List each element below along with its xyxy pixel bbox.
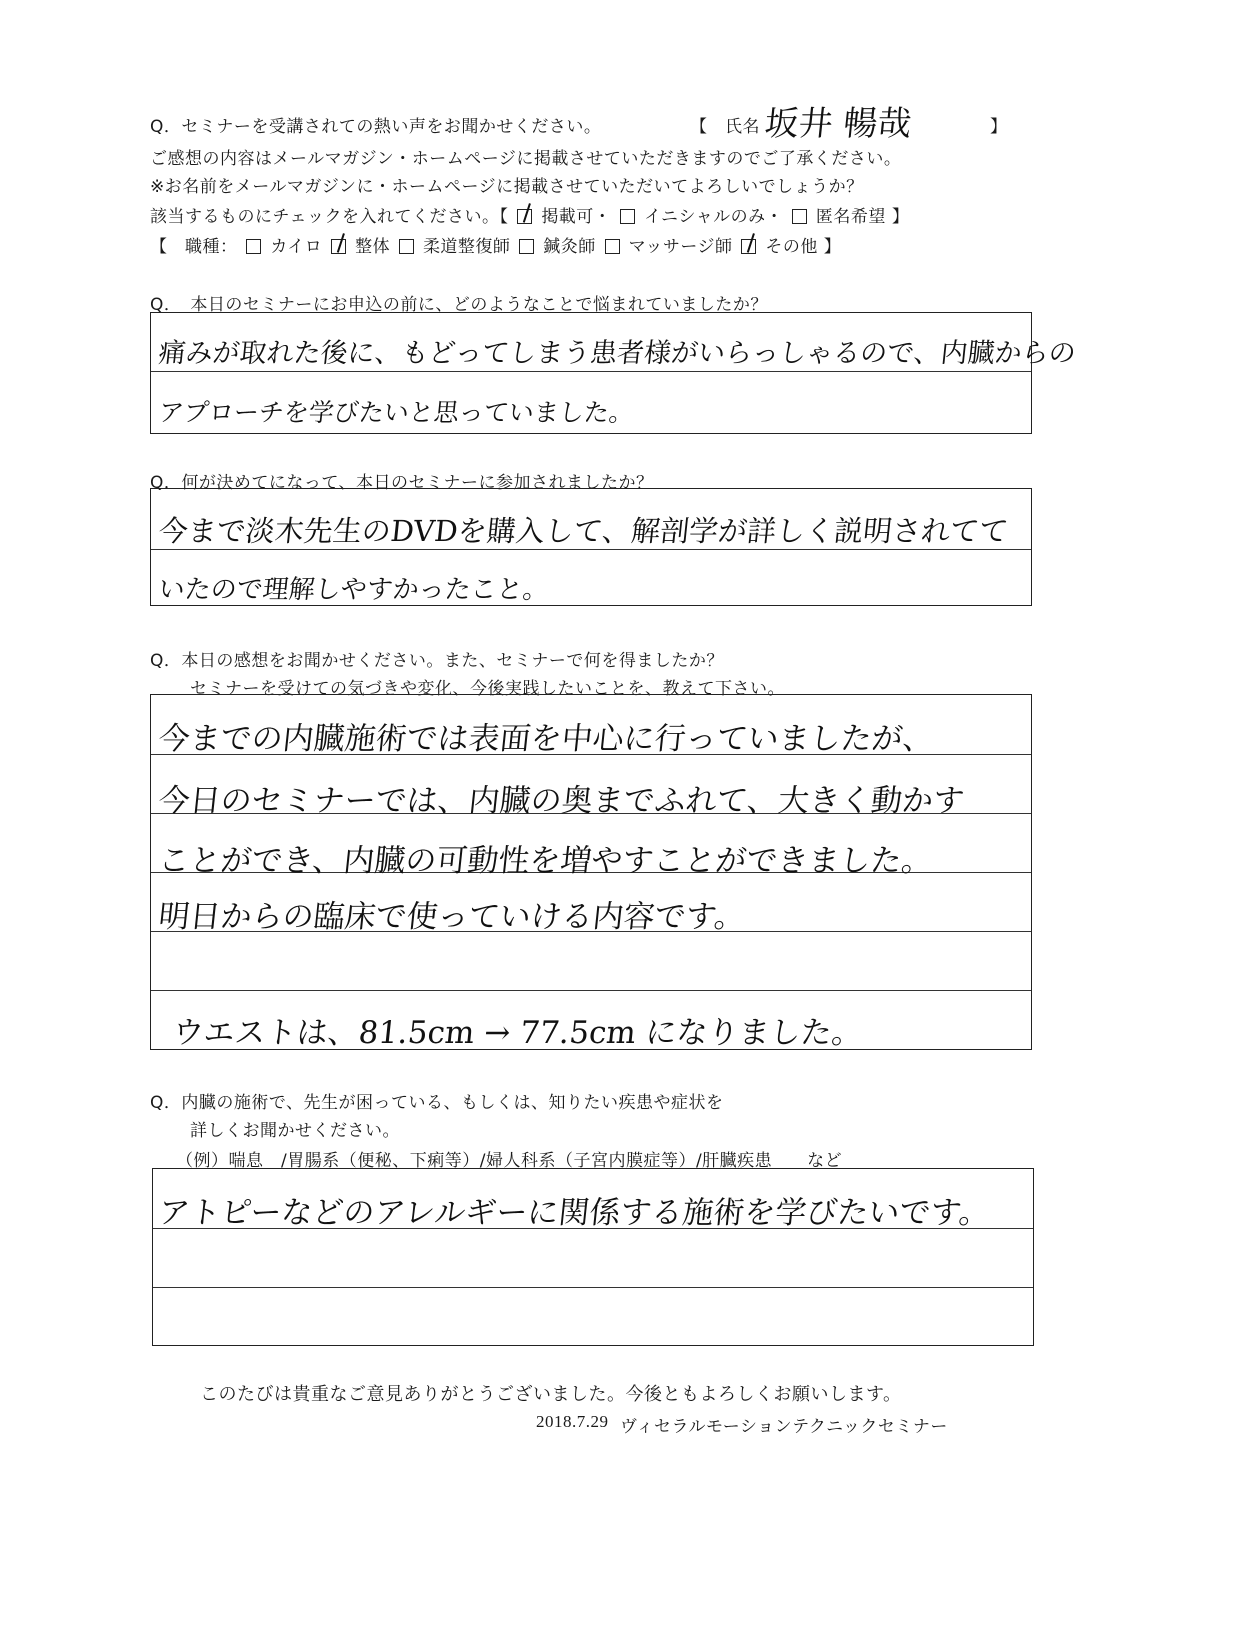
consent-option-anonymous: 匿名希望 bbox=[815, 207, 886, 227]
q4-question-line-2: 詳しくお聞かせください。 bbox=[190, 1121, 400, 1141]
q4-rule-2 bbox=[153, 1287, 1033, 1288]
q4-answer-line-1: アトピーなどのアレルギーに関係する施術を学びたいです。 bbox=[156, 1195, 992, 1231]
q2-question: Q．何が決めてになって、本日のセミナーに参加されましたか？ bbox=[150, 473, 654, 493]
job-checkbox-other[interactable] bbox=[741, 239, 756, 254]
job-option-other: その他 bbox=[765, 237, 818, 257]
q3-answer-line-3: ことができ、内臓の可動性を増やすことができました。 bbox=[156, 843, 935, 879]
notice-line-1: ご感想の内容はメールマガジン・ホームページに掲載させていただきますのでご了承ください。 bbox=[150, 149, 902, 169]
consent-option-publish: 掲載可・ bbox=[541, 207, 612, 227]
job-prefix: 【 職種： bbox=[150, 237, 238, 257]
thanks-message: このたびは貴重なご意見ありがとうございました。今後ともよろしくお願いします。 bbox=[200, 1384, 902, 1405]
q1-rule bbox=[151, 371, 1031, 372]
q1-answer-box[interactable] bbox=[150, 312, 1078, 434]
job-checkbox-massage[interactable] bbox=[605, 239, 620, 254]
q1-answer-line-2: アプローチを学びたいと思っていました。 bbox=[157, 398, 636, 427]
job-checkbox-chiro[interactable] bbox=[246, 239, 261, 254]
job-option-massage: マッサージ師 bbox=[628, 237, 733, 257]
q1-question: Q． 本日のセミナーにお申込の前に、どのようなことで悩まれていましたか？ bbox=[150, 295, 768, 315]
q2-answer-box[interactable] bbox=[150, 488, 1032, 606]
q1-answer-line-1: 痛みが取れた後に、もどってしまう患者様がいらっしゃるので、内臓からの bbox=[157, 338, 1078, 369]
job-checkbox-judo[interactable] bbox=[399, 239, 414, 254]
consent-prefix: 該当するものにチェックを入れてください。【 bbox=[150, 207, 509, 227]
q3-question-line-1: Q．本日の感想をお聞かせください。また、セミナーで何を得ましたか？ bbox=[150, 651, 724, 671]
voice-question: Q．セミナーを受講されての熱い声をお聞かせください。 bbox=[150, 117, 602, 137]
job-option-chiro: カイロ bbox=[270, 237, 323, 257]
consent-suffix: 】 bbox=[891, 207, 910, 227]
job-checkbox-seitai[interactable] bbox=[331, 239, 346, 254]
consent-row bbox=[150, 202, 909, 227]
q4-answer-box[interactable] bbox=[152, 1168, 1034, 1346]
q3-answer-line-6: ウエストは、81.5cm → 77.5cm になりました。 bbox=[170, 1015, 865, 1051]
job-row bbox=[150, 232, 841, 257]
footer-date: 2018.7.29 bbox=[536, 1412, 609, 1431]
q3-answer-line-4: 明日からの臨床で使っていける内容です。 bbox=[156, 899, 748, 935]
name-handwritten: 坂井 暢哉 bbox=[762, 104, 914, 144]
q3-answer-line-1: 今までの内臓施術では表面を中心に行っていましたが、 bbox=[156, 721, 936, 757]
footer-seminar-name: ヴィセラルモーションテクニックセミナー bbox=[620, 1417, 948, 1437]
q2-answer-line-1: 今まで淡木先生のDVDを購入して、解剖学が詳しく説明されてて bbox=[157, 514, 1010, 548]
name-bracket-close: 】 bbox=[990, 117, 1008, 137]
q4-question-line-1: Q．内臓の施術で、先生が困っている、もしくは、知りたい疾患や症状を bbox=[150, 1093, 724, 1113]
q3-answer-line-2: 今日のセミナーでは、内臓の奥までふれて、大きく動かす bbox=[156, 783, 966, 819]
job-option-seitai: 整体 bbox=[355, 237, 391, 257]
consent-checkbox-publish[interactable] bbox=[517, 209, 532, 224]
job-option-judo: 柔道整復師 bbox=[422, 237, 511, 257]
q3-answer-box[interactable] bbox=[150, 694, 1032, 1050]
q3-rule-5 bbox=[151, 990, 1031, 991]
consent-option-initials: イニシャルのみ・ bbox=[644, 207, 784, 227]
name-label: 【 氏名 bbox=[690, 117, 760, 137]
q3-question-line-2: セミナーを受けての気づきや変化、今後実践したいことを、教えて下さい。 bbox=[190, 679, 785, 699]
q2-answer-line-2: いたので理解しやすかったこと。 bbox=[157, 575, 551, 605]
notice-line-2: ※お名前をメールマガジンに・ホームページに掲載させていただいてよろしいでしょうか？ bbox=[150, 177, 864, 197]
job-checkbox-acupuncture[interactable] bbox=[519, 239, 534, 254]
consent-checkbox-anonymous[interactable] bbox=[792, 209, 807, 224]
consent-checkbox-initials[interactable] bbox=[620, 209, 635, 224]
job-option-acupuncture: 鍼灸師 bbox=[543, 237, 596, 257]
job-suffix: 】 bbox=[823, 237, 842, 257]
q4-example: （例）喘息 /胃腸系（便秘、下痢等）/婦人科系（子宮内膜症等）/肝臓疾患 など bbox=[176, 1151, 843, 1171]
